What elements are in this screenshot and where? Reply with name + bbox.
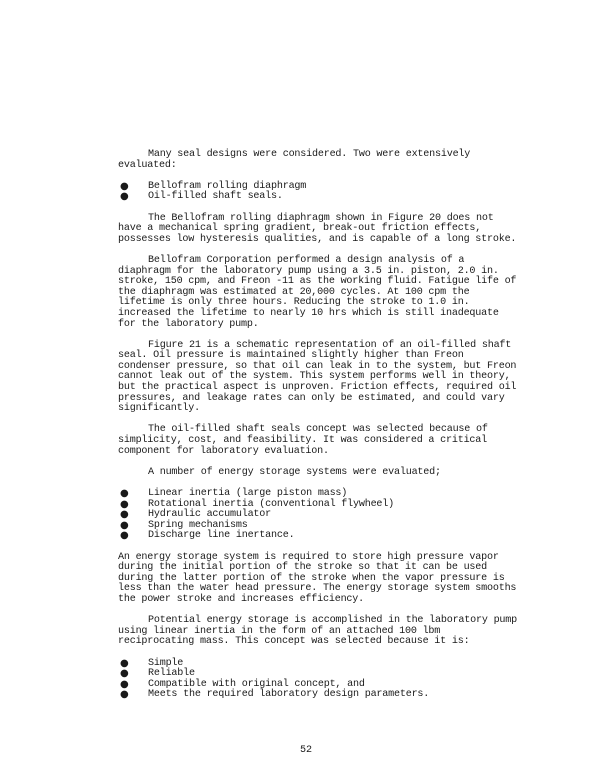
selection-reasons-list	[118, 659, 518, 701]
bullet-icon: ●	[120, 668, 129, 680]
list-item: ● Reliable	[120, 668, 195, 680]
paragraph-oil-seal-selection: The oil-filled shaft seals concept was selected because of simplicity, cost, and feasibility. It was considered a critical component for laboratory evaluation.	[118, 424, 488, 457]
bullet-icon: ●	[120, 509, 129, 521]
paragraph-bellofram-analysis: Bellofram Corporation performed a design analysis of a diaphragm for the laboratory pump using a 3.5 in. piston, 2.0 in. stroke, 150 cpm, and Freon -11 as the working fluid. Fatigue life of the diaphragm was estimated at 20,000 cycles. At 100 cpm the lifetime is only three hours. Reducing the stroke to 1.0 in. increased the lifetime to nearly 10 hrs which is still inadequate for the laboratory pump.	[118, 254, 517, 330]
bullet-icon: ●	[120, 678, 129, 690]
bullet-icon: ●	[120, 657, 129, 669]
list-item: ● Linear inertia (large piston mass)	[120, 488, 348, 499]
paragraph-energy-storage-intro: A number of energy storage systems were evaluated;	[148, 466, 441, 478]
bullet-icon: ●	[120, 689, 129, 701]
bullet-icon: ●	[120, 498, 129, 510]
list-item: ● Compatible with original concept, and	[120, 678, 365, 690]
paragraph-energy-storage-requirement: An energy storage system is required to store high pressure vapor during the initial portion of the stroke so that it can be used during the latter portion of the stroke when the vapor pressure is less than the water head pressure. The energy storage system smooths the power stroke and increases efficiency.	[118, 551, 517, 605]
list-item: ● Rotational inertia (conventional flywheel)	[120, 498, 395, 510]
page-number: 52	[299, 745, 313, 756]
bullet-icon: ●	[120, 191, 129, 203]
seal-design-list	[118, 182, 518, 203]
list-item: ● Meets the required laboratory design parameters.	[120, 689, 430, 701]
list-item: ● Discharge line inertance.	[120, 530, 295, 542]
paragraph-potential-energy: Potential energy storage is accomplished in the laboratory pump using linear inertia in the form of an attached 100 lbm reciprocating mass. This concept was selected because it is:	[118, 615, 518, 648]
list-item: ● Bellofram rolling diaphragm	[120, 180, 307, 192]
bullet-icon: ●	[120, 488, 129, 499]
list-item: ● Spring mechanisms	[120, 519, 248, 531]
bullet-icon: ●	[120, 530, 129, 542]
list-item: ● Oil-filled shaft seals.	[120, 191, 283, 203]
list-item: ● Hydraulic accumulator	[120, 509, 272, 521]
energy-storage-list	[118, 489, 518, 542]
list-item: ● Simple	[120, 657, 184, 669]
bullet-icon: ●	[120, 519, 129, 531]
bullet-icon: ●	[120, 180, 129, 192]
paragraph-seal-designs: Many seal designs were considered. Two were extensively evaluated:	[118, 149, 471, 171]
paragraph-bellofram: The Bellofram rolling diaphragm shown in Figure 20 does not have a mechanical spring gradient, break-out friction effects, possesses low hysteresis qualities, and is capable of a long stroke.	[118, 212, 517, 245]
body-text	[118, 150, 518, 711]
paragraph-figure-21: Figure 21 is a schematic representation of an oil-filled shaft seal. Oil pressure is maintained slightly higher than Freon condenser pressure, so that oil can leak in to the system, but Freon cannot leak out of the system. This system performs well in theory, but the practical aspect is unproven. Friction effects, required oil pressures, and leakage rates can only be estimated, and could vary significantly.	[118, 339, 517, 415]
